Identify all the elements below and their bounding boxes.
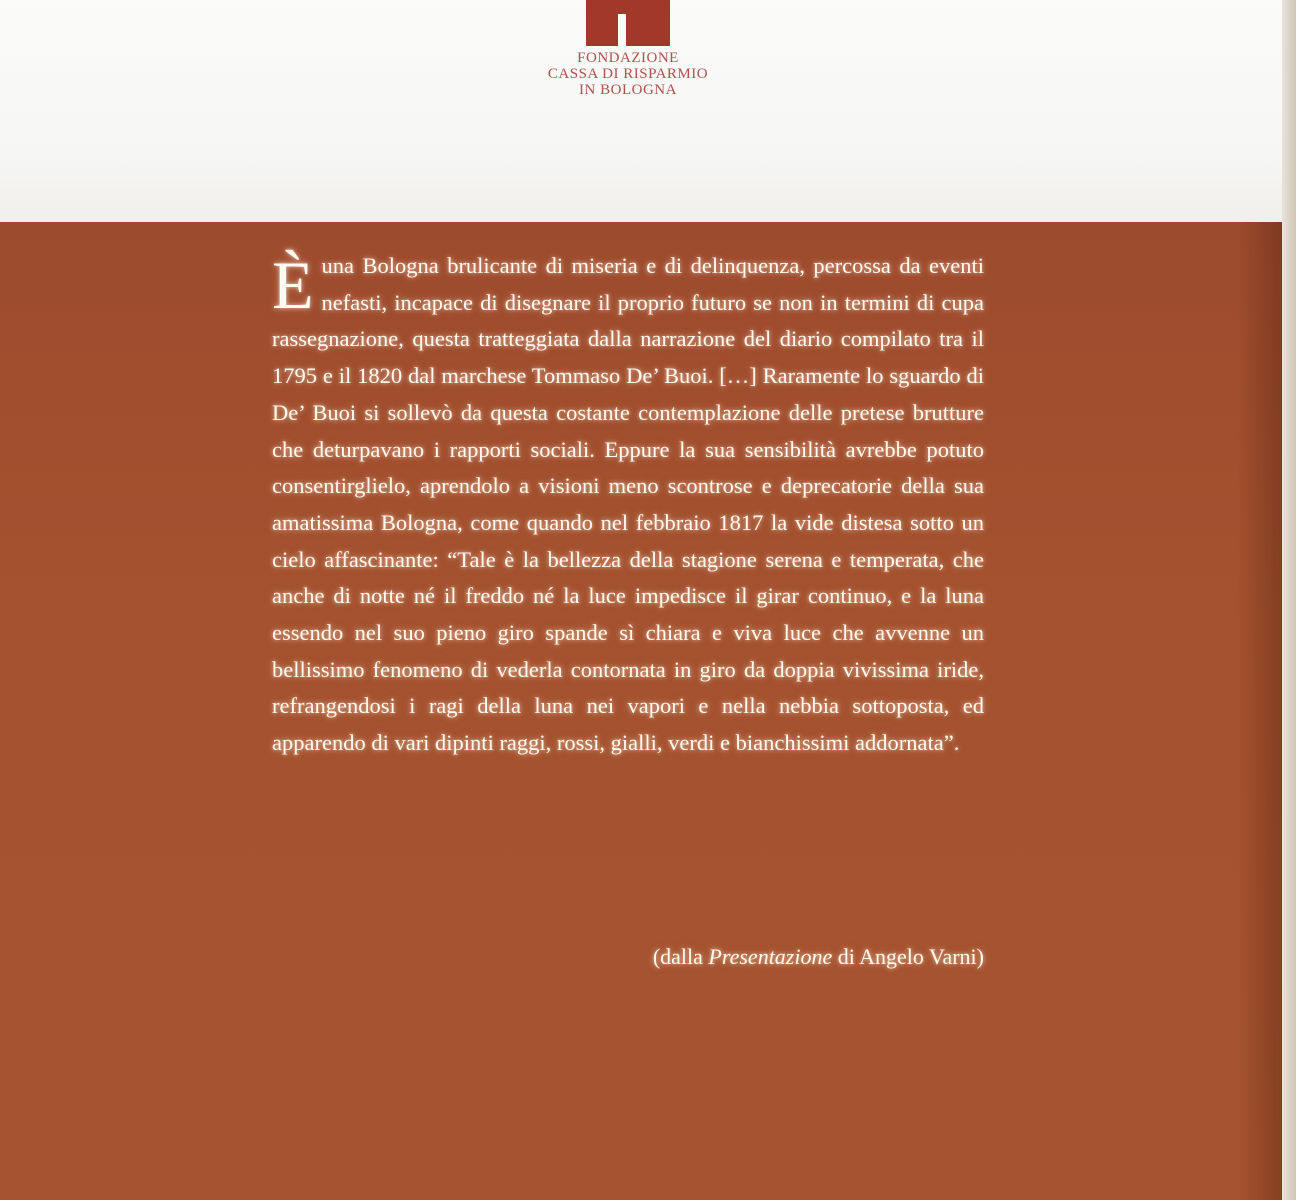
attribution-suffix: di Angelo Varni) [832, 944, 984, 969]
attribution-work: Presentazione [708, 944, 833, 969]
foundation-name [500, 50, 756, 98]
foundation-logo-icon [586, 0, 670, 46]
foundation-name-line-1: FONDAZIONE [577, 50, 679, 66]
foundation-name-line-2: CASSA DI RISPARMIO [547, 66, 709, 82]
attribution [560, 944, 984, 970]
attribution-prefix: (dalla [652, 944, 709, 969]
cover-top-area [0, 0, 1282, 222]
blurb-text [272, 248, 984, 762]
page-edge [1282, 0, 1296, 1200]
drop-cap: È [272, 247, 314, 323]
panel-shadow [1238, 222, 1282, 1200]
blurb-body: una Bologna brulicante di miseria e di delinquenza, percossa da eventi nefasti, incapace di disegnare il proprio futuro se non in termini di cupa rassegnazione, questa tratteggiata dalla narrazione del diario compilato tra il 1795 e il 1820 dal marchese Tommaso De’ Buoi. […] Raramente lo sguardo di De’ Buoi si sollevò da questa costante contemplazione delle pretese brutture che deturpavano i rapporti sociali. Eppure la sua sensibilità avrebbe potuto consentirglielo, aprendolo a visioni meno scontrose e deprecatorie della sua amatissima Bologna, come quando nel febbraio 1817 la vide distesa sotto un cielo affascinante: “Tale è la bellezza della stagione serena e temperata, che anche di notte né il freddo né la luce impedisce il girar continuo, e la luna essendo nel suo pieno giro spande sì chiara e viva luce che avvenne un bellissimo fenomeno di vederla contornata in giro da doppia vivissima iride, refrangendosi i ragi della luna nei vapori e nella nebbia sottoposta, ed apparendo di vari dipinti raggi, rossi, gialli, verdi e bianchissimi addornata”. [272, 253, 984, 756]
foundation-name-line-3: IN BOLOGNA [579, 82, 677, 98]
